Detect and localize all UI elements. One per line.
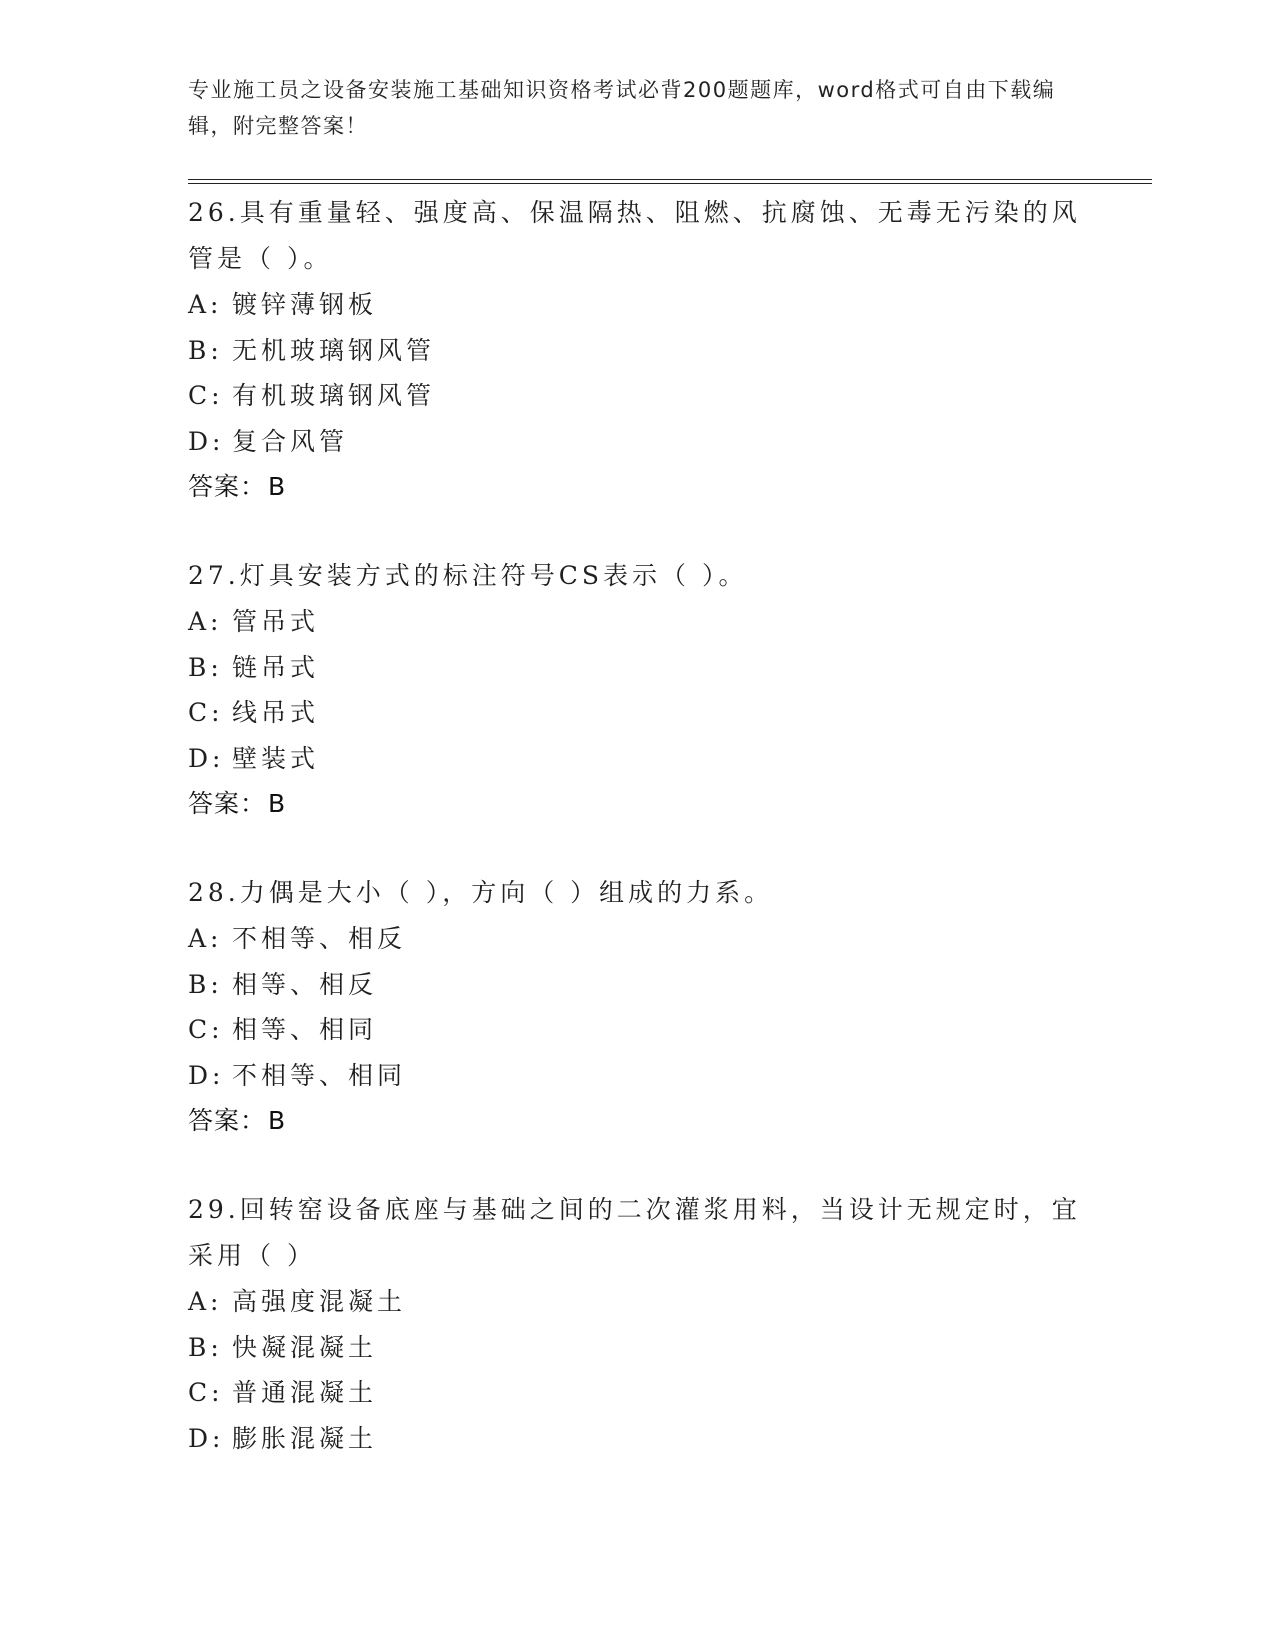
option-key: D: <box>188 1423 225 1453</box>
option-b <box>188 328 1088 374</box>
option-text: 线吊式 <box>232 698 320 727</box>
option-key: D: <box>188 743 225 773</box>
option-key: B: <box>188 335 223 365</box>
answer-value: B <box>268 789 287 818</box>
option-c <box>188 690 1088 736</box>
question-stem: 28.力偶是大小（ ），方向（ ）组成的力系。 <box>188 878 774 907</box>
answer-label: 答案： <box>188 472 267 501</box>
option-b <box>188 645 1088 691</box>
option-key: A: <box>188 924 223 953</box>
answer-line <box>188 1098 1088 1143</box>
question-stem: 29.回转窑设备底座与基础之间的二次灌浆用料，当设计无规定时，宜采用（ ） <box>188 1195 1081 1270</box>
option-key: A: <box>188 1287 223 1316</box>
option-text: 有机玻璃钢风管 <box>232 381 436 410</box>
question-stem: 26.具有重量轻、强度高、保温隔热、阻燃、抗腐蚀、无毒无污染的风管是（ ）。 <box>188 198 1081 273</box>
option-key: C: <box>188 1378 224 1407</box>
option-d <box>188 1053 1088 1099</box>
question-list <box>188 190 1088 1505</box>
question-27 <box>188 553 1088 826</box>
option-a <box>188 916 1088 962</box>
option-d <box>188 1416 1088 1462</box>
option-text: 链吊式 <box>232 652 320 682</box>
option-a <box>188 1279 1088 1325</box>
answer-label: 答案： <box>188 789 267 818</box>
option-key: B: <box>188 1332 223 1362</box>
option-c <box>188 373 1088 419</box>
option-d <box>188 419 1088 465</box>
option-text: 相等、相同 <box>232 1015 378 1044</box>
question-28 <box>188 870 1088 1143</box>
option-text: 复合风管 <box>232 426 349 456</box>
option-a <box>188 282 1088 328</box>
question-29 <box>188 1187 1088 1461</box>
option-c <box>188 1370 1088 1416</box>
header-divider-bottom <box>188 183 1152 184</box>
option-text: 普通混凝土 <box>232 1378 378 1407</box>
option-text: 镀锌薄钢板 <box>232 290 378 319</box>
option-text: 相等、相反 <box>232 969 378 999</box>
option-key: C: <box>188 381 224 410</box>
option-d <box>188 736 1088 782</box>
option-b <box>188 1325 1088 1371</box>
option-text: 高强度混凝土 <box>232 1287 407 1316</box>
option-text: 无机玻璃钢风管 <box>232 335 436 365</box>
option-text: 壁装式 <box>232 743 320 773</box>
option-text: 管吊式 <box>232 607 320 636</box>
option-text: 不相等、相反 <box>232 924 407 953</box>
option-key: A: <box>188 290 223 319</box>
answer-line <box>188 464 1088 509</box>
question-stem: 27.灯具安装方式的标注符号CS表示（ ）。 <box>188 561 748 590</box>
question-26 <box>188 190 1088 509</box>
answer-line <box>188 781 1088 826</box>
option-key: A: <box>188 607 223 636</box>
option-c <box>188 1007 1088 1053</box>
option-key: D: <box>188 1060 225 1090</box>
option-key: D: <box>188 426 225 456</box>
option-b <box>188 962 1088 1008</box>
option-text: 膨胀混凝土 <box>232 1423 378 1453</box>
answer-value: B <box>268 472 287 501</box>
answer-value: B <box>268 1106 287 1135</box>
option-key: B: <box>188 969 223 999</box>
option-key: B: <box>188 652 223 682</box>
option-text: 不相等、相同 <box>232 1060 407 1090</box>
header-divider-top <box>188 179 1152 180</box>
document-header: 专业施工员之设备安装施工基础知识资格考试必背200题题库，word格式可自由下载编辑，附完整答案！ <box>188 78 1056 138</box>
option-text: 快凝混凝土 <box>232 1332 378 1362</box>
option-key: C: <box>188 1015 224 1044</box>
answer-label: 答案： <box>188 1106 267 1135</box>
option-a <box>188 599 1088 645</box>
option-key: C: <box>188 698 224 727</box>
